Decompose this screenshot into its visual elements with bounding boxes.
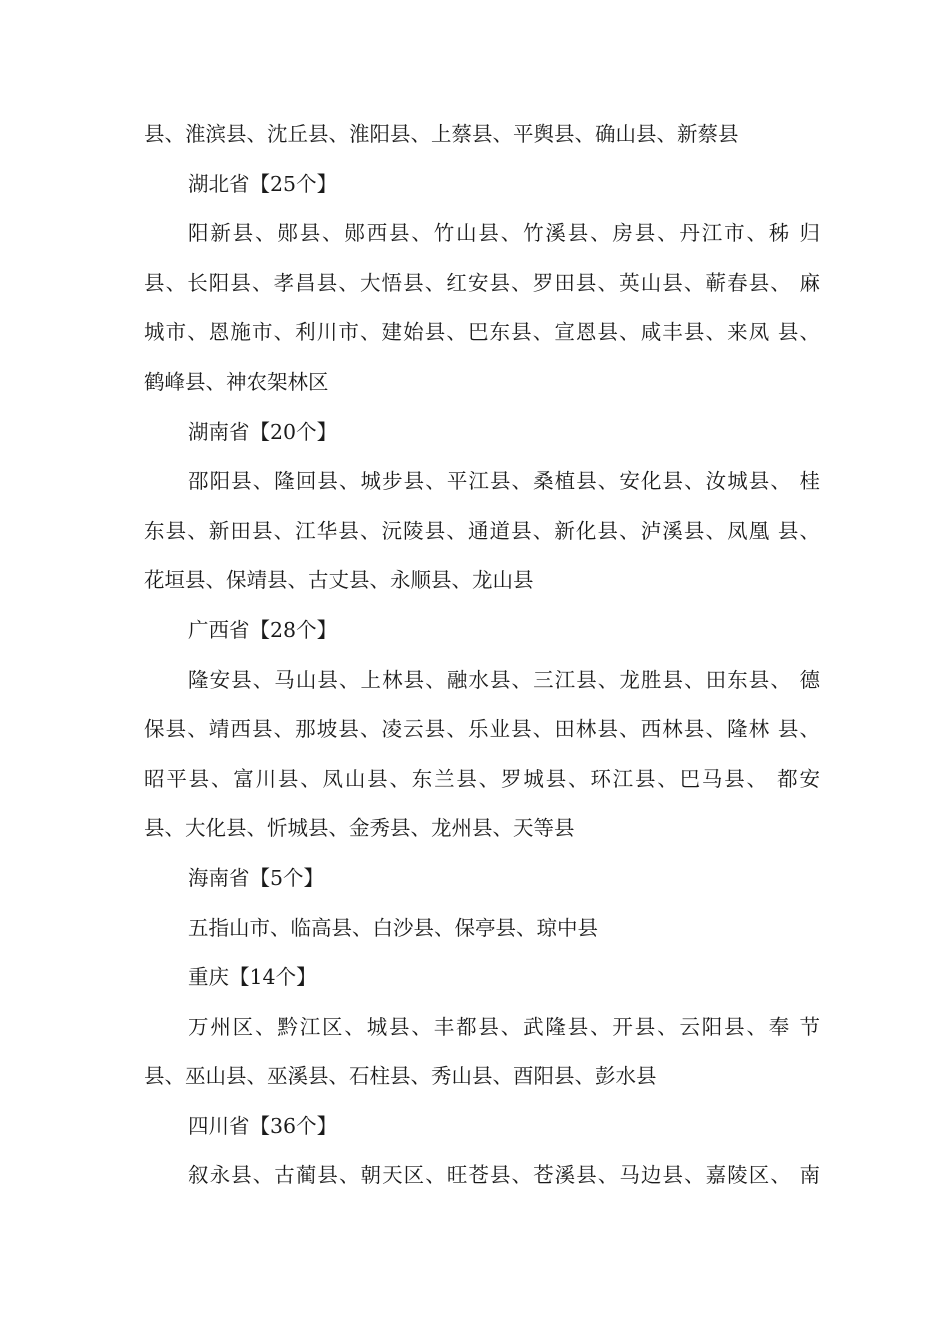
text-line: 县、大化县、忻城县、金秀县、龙州县、天等县 — [144, 816, 575, 841]
text-line: 城市、恩施市、利川市、建始县、巴东县、宣恩县、咸丰县、来凤 县、 — [144, 320, 820, 345]
section-heading: 湖北省【25个】 — [188, 171, 338, 196]
text-line: 县、淮滨县、沈丘县、淮阳县、上蔡县、平舆县、确山县、新蔡县 — [144, 122, 739, 146]
text-line: 阳新县、郧县、郧西县、竹山县、竹溪县、房县、丹江市、秭 归 — [188, 221, 820, 246]
section-heading: 重庆【14个】 — [188, 965, 317, 990]
document-body — [144, 110, 820, 1201]
text-line: 保县、靖西县、那坡县、凌云县、乐业县、田林县、西林县、隆林 县、 — [144, 717, 820, 742]
text-line: 五指山市、临高县、白沙县、保亭县、琼中县 — [188, 915, 598, 940]
text-line: 花垣县、保靖县、古丈县、永顺县、龙山县 — [144, 568, 534, 593]
text-line: 县、长阳县、孝昌县、大悟县、红安县、罗田县、英山县、蕲春县、 麻 — [144, 270, 820, 295]
text-line: 叙永县、古蔺县、朝天区、旺苍县、苍溪县、马边县、嘉陵区、 南 — [188, 1163, 820, 1188]
text-line: 昭平县、富川县、凤山县、东兰县、罗城县、环江县、巴马县、 都安 — [144, 766, 820, 791]
text-line: 邵阳县、隆回县、城步县、平江县、桑植县、安化县、汝城县、 桂 — [188, 469, 820, 494]
section-heading: 海南省【5个】 — [188, 865, 325, 890]
section-heading: 广西省【28个】 — [188, 617, 338, 642]
section-heading: 四川省【36个】 — [188, 1113, 338, 1138]
text-line: 万州区、黔江区、城县、丰都县、武隆县、开县、云阳县、奉 节 — [188, 1014, 820, 1039]
text-line: 鹤峰县、神农架林区 — [144, 369, 329, 394]
section-heading: 湖南省【20个】 — [188, 419, 338, 444]
text-line: 县、巫山县、巫溪县、石柱县、秀山县、酉阳县、彭水县 — [144, 1064, 657, 1089]
text-line: 东县、新田县、江华县、沅陵县、通道县、新化县、泸溪县、凤凰 县、 — [144, 518, 820, 543]
text-line: 隆安县、马山县、上林县、融水县、三江县、龙胜县、田东县、 德 — [188, 667, 820, 692]
